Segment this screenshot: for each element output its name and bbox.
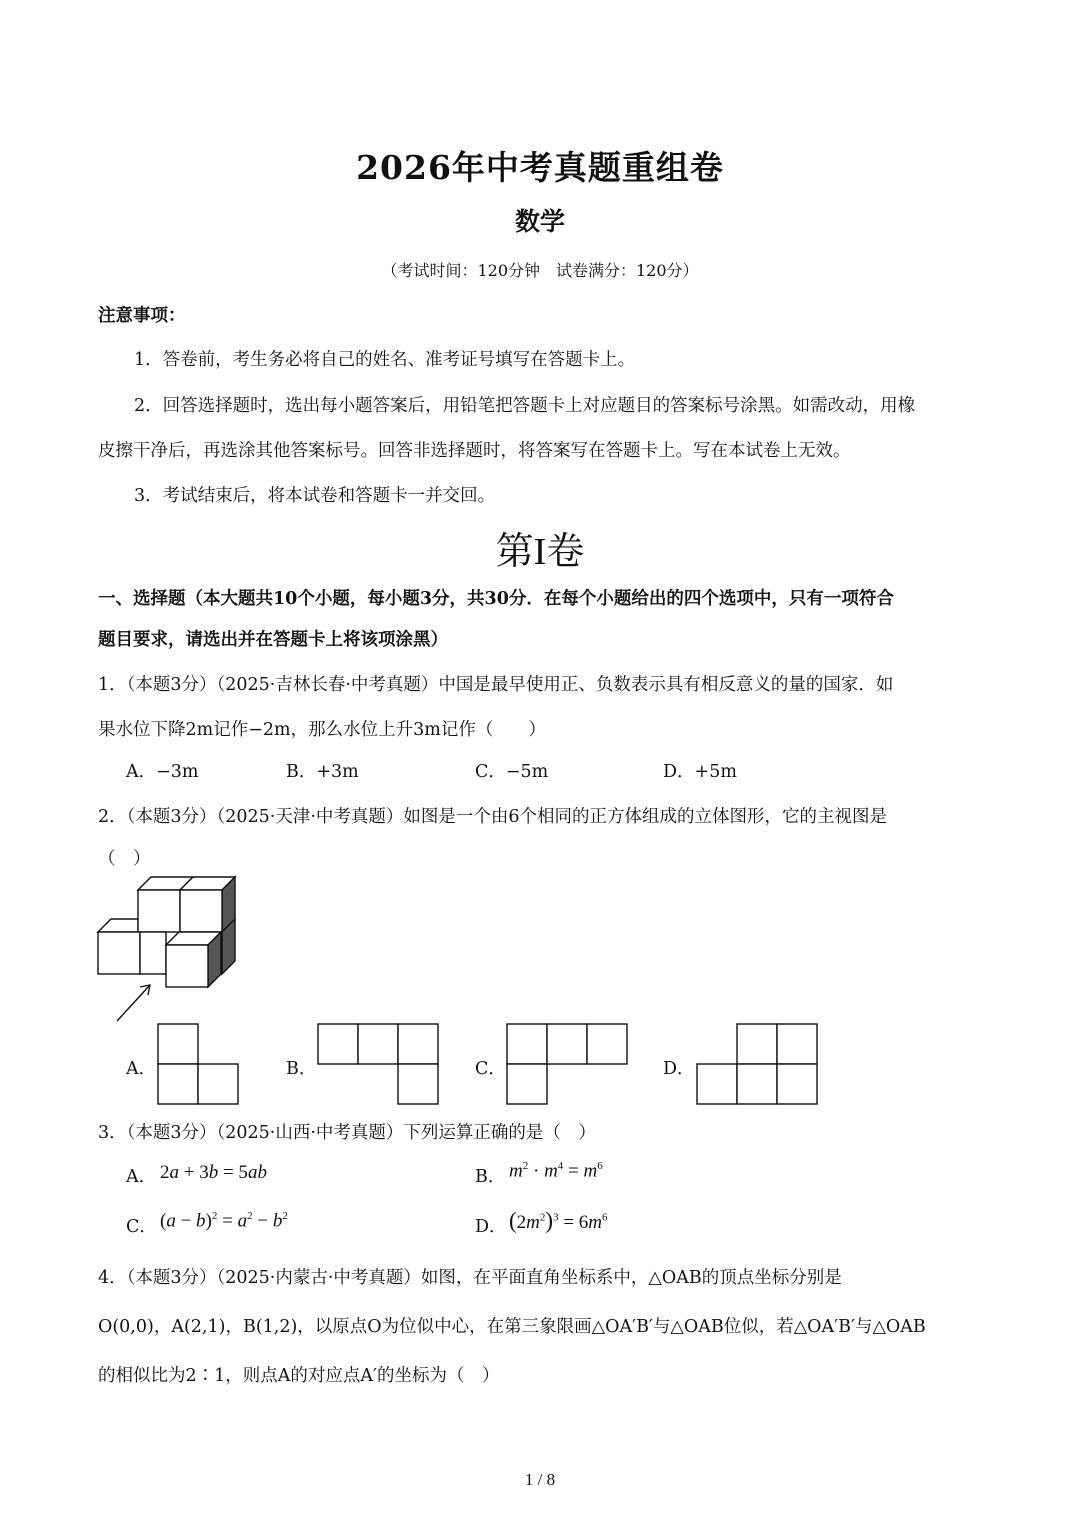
q1-stem-line2: 果水位下降2m记作−2m，那么水位上升3m记作（ ） [98, 720, 546, 740]
q1-stem-line1: 1．（本题3分）（2025·吉林长春·中考真题）中国是最早使用正、负数表示具有相反意义的量的国家．如 [98, 675, 894, 695]
q2-option-a-label: A． [126, 1059, 157, 1079]
subject-title: 数学 [514, 207, 565, 236]
q3-option-c-label: C． [126, 1217, 157, 1237]
page-number: 1 / 8 [524, 1470, 556, 1489]
q2-option-c-label: C． [475, 1059, 506, 1079]
notice-item-2-line1: 2．回答选择题时，选出每小题答案后，用铅笔把答题卡上对应题目的答案标号涂黑。如需改动，用橡 [134, 396, 916, 416]
q3-option-d-expr: $(2m^2)^3 = 6m^6$ [509, 1208, 608, 1233]
q1-option-d: D．+5m [663, 762, 737, 782]
q2-option-b-figure [317, 1023, 440, 1105]
exam-info: （考试时间：120分钟 试卷满分：120分） [381, 261, 699, 280]
q3-option-a-expr: 2a + 3b = 5ab [160, 1162, 267, 1183]
q1-option-b: B．+3m [286, 762, 359, 782]
notice-heading: 注意事项： [98, 306, 186, 326]
q3-stem: 3．（本题3分）（2025·山西·中考真题）下列运算正确的是（ ） [98, 1123, 596, 1143]
section-heading-line2: 题目要求，请选出并在答题卡上将该项涂黑） [98, 630, 448, 650]
q2-option-d-figure [695, 1023, 819, 1105]
q2-option-c-figure [506, 1023, 629, 1105]
q2-option-b-label: B． [286, 1059, 317, 1079]
q4-stem-line2: O(0,0)，A(2,1)，B(1,2)，以原点O为位似中心，在第三象限画△OA′B′与△OAB位似，若△OA′B′与△OAB [98, 1317, 926, 1337]
q2-stem-line1: 2．（本题3分）（2025·天津·中考真题）如图是一个由6个相同的正方体组成的立体图形，它的主视图是 [98, 807, 888, 827]
q4-stem-line3: 的相似比为2∶1，则点A的对应点A′的坐标为（ ） [98, 1366, 500, 1386]
q4-stem-line1: 4．（本题3分）（2025·内蒙古·中考真题）如图，在平面直角坐标系中，△OAB的顶点坐标分别是 [98, 1268, 842, 1288]
part-title: 第I卷 [495, 531, 585, 573]
q3-option-b-label: B． [475, 1167, 506, 1187]
q2-stem-line2: （ ） [98, 849, 151, 869]
q2-option-d-label: D． [663, 1059, 695, 1079]
q2-option-a-figure [157, 1023, 239, 1105]
q3-option-c-expr: $(a - b)^2 = a^2 - b^2$ [160, 1210, 288, 1232]
notice-item-1: 1．答卷前，考生务必将自己的姓名、准考证号填写在答题卡上。 [134, 350, 636, 370]
q3-option-d-label: D． [475, 1217, 507, 1237]
q3-option-a-label: A． [126, 1167, 157, 1187]
section-heading-line1: 一、选择题（本大题共10个小题，每小题3分，共30分．在每个小题给出的四个选项中，只有一项符合 [98, 589, 894, 609]
notice-item-2-line2: 皮擦干净后，再选涂其他答案标号。回答非选择题时，将答案写在答题卡上。写在本试卷上无效。 [98, 441, 851, 461]
q1-option-a: A．−3m [126, 762, 199, 782]
notice-item-3: 3．考试结束后，将本试卷和答题卡一并交回。 [134, 486, 496, 506]
q2-cube-figure [95, 875, 245, 1025]
q3-option-b-expr: $m^2 \cdot m^4 = m^6$ [509, 1160, 603, 1182]
q1-option-c: C．−5m [475, 762, 549, 782]
paper-title: 2026年中考真题重组卷 [356, 148, 724, 187]
